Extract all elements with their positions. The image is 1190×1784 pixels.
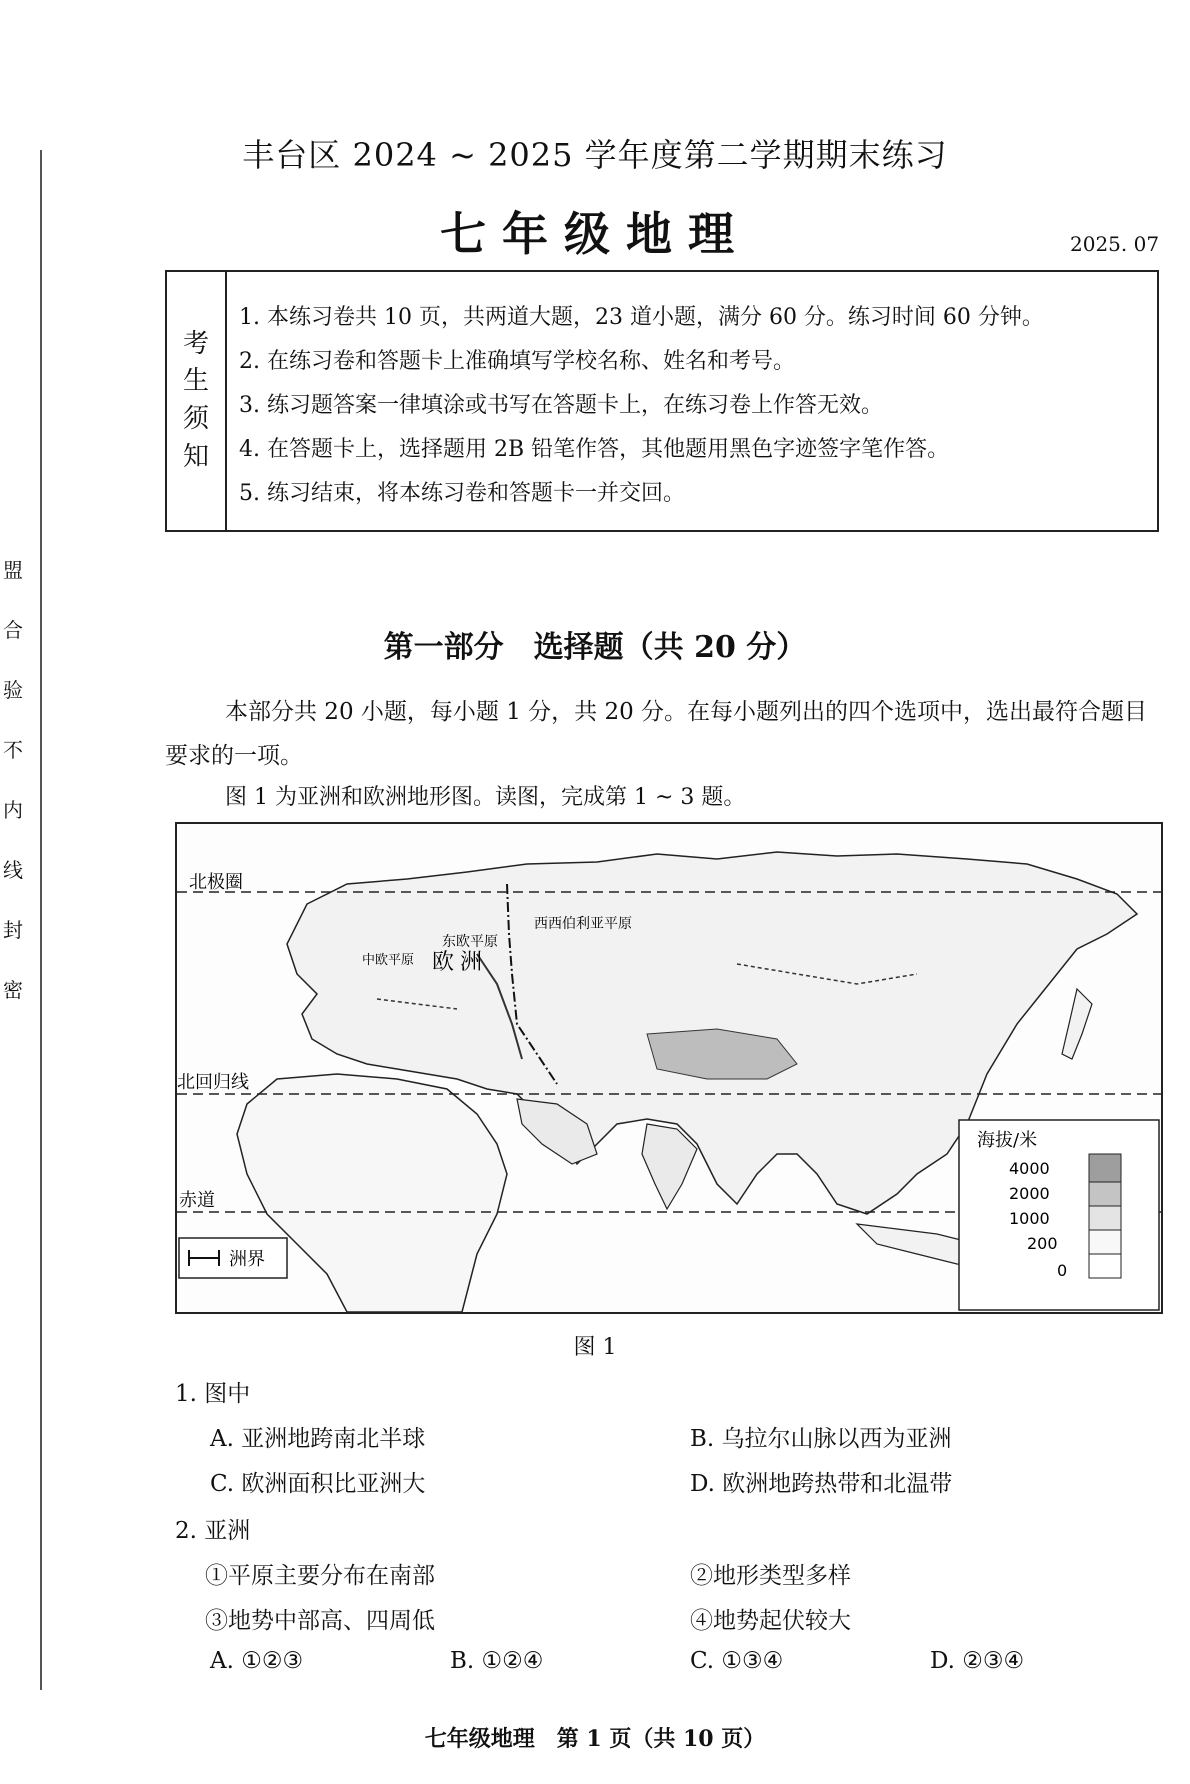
question-1-stem: 1. 图中 [175,1381,251,1407]
binding-char: 盟 [3,558,23,582]
q2-statement-2: ②地形类型多样 [690,1563,851,1589]
japan-islands [1062,989,1092,1059]
legend-swatch-1000 [1089,1206,1121,1230]
q1-option-a[interactable]: A. 亚洲地跨南北半球 [210,1426,426,1452]
europe-label: 欧洲 [432,950,489,975]
legend-value: 200 [1027,1234,1058,1253]
page-footer: 七年级地理 第 1 页（共 10 页） [424,1726,766,1752]
central-europe-plain-label: 中欧平原 [362,953,415,968]
map-intro: 图 1 为亚洲和欧洲地形图。读图，完成第 1 ~ 3 题。 [225,785,746,810]
q2-statement-4: ④地势起伏较大 [690,1608,851,1634]
q2-option-d[interactable]: D. ②③④ [930,1648,1025,1674]
q2-option-c[interactable]: C. ①③④ [690,1648,784,1674]
binding-char: 内 [3,798,23,822]
q2-option-b[interactable]: B. ①②④ [450,1648,544,1674]
notice-label-char: 须 [182,404,209,434]
binding-char: 验 [3,678,23,702]
exam-date: 2025. 07 [1070,232,1160,256]
legend-value: 4000 [1009,1159,1050,1178]
q1-option-d[interactable]: D. 欧洲地跨热带和北温带 [690,1471,953,1497]
legend-value: 2000 [1009,1184,1050,1203]
legend-value: 0 [1057,1261,1068,1280]
notice-item: 4. 在答题卡上，选择题用 2B 铅笔作答，其他题用黑色字迹签字笔作答。 [239,437,950,462]
exam-title: 丰台区 2024 ~ 2025 学年度第二学期期末练习 [242,136,948,174]
binding-char: 不 [3,738,23,762]
terrain-map [175,822,1163,1314]
legend-value: 1000 [1009,1209,1050,1228]
legend-title: 海拔/米 [977,1130,1038,1151]
binding-char: 线 [3,858,23,882]
notice-item: 1. 本练习卷共 10 页，共两道大题，23 道小题，满分 60 分。练习时间 60 分钟。 [239,305,1044,330]
legend-swatch-0 [1089,1254,1121,1278]
notice-label-char: 生 [182,366,209,397]
notice-label [167,272,227,530]
binding-char: 密 [3,978,23,1002]
notice-item: 5. 练习结束，将本练习卷和答题卡一并交回。 [239,481,685,506]
section-intro: 本部分共 20 小题，每小题 1 分，共 20 分。在每小题列出的四个选项中，选出最符合题目要求的一项。 [165,699,1148,769]
terrain-map-svg [177,824,1161,1312]
binding-char: 封 [3,918,23,942]
boundary-legend-label: 洲界 [229,1249,265,1270]
legend-swatch-200 [1089,1230,1121,1254]
binding-line [40,150,42,1690]
notice-label-char: 考 [182,328,209,359]
notice-list [239,296,1044,516]
section-title: 第一部分 选择题（共 20 分） [383,630,807,665]
arctic-circle-label: 北极圈 [189,872,243,893]
q2-statement-1: ①平原主要分布在南部 [205,1563,435,1589]
figure-caption: 图 1 [573,1335,617,1360]
q1-option-b[interactable]: B. 乌拉尔山脉以西为亚洲 [690,1426,952,1452]
q2-statement-3: ③地势中部高、四周低 [205,1608,435,1634]
question-2-stem: 2. 亚洲 [175,1518,251,1544]
legend-swatch-2000 [1089,1182,1121,1206]
notice-item: 3. 练习题答案一律填涂或书写在答题卡上，在练习卷上作答无效。 [239,393,883,418]
q1-option-c[interactable]: C. 欧洲面积比亚洲大 [210,1471,426,1497]
equator-label: 赤道 [179,1190,215,1211]
candidate-notice-box [165,270,1159,532]
west-siberian-plain-label: 西西伯利亚平原 [534,916,632,932]
legend-swatch-4000 [1089,1154,1121,1182]
east-european-plain-label: 东欧平原 [442,934,498,950]
elevation-legend [959,1120,1159,1310]
binding-char: 合 [3,618,23,642]
q2-option-a[interactable]: A. ①②③ [210,1648,304,1674]
boundary-legend [179,1238,287,1278]
exam-subject: 七年级地理 [440,207,750,261]
notice-label-char: 知 [182,441,209,472]
notice-item: 2. 在练习卷和答题卡上准确填写学校名称、姓名和考号。 [239,349,795,374]
tropic-of-cancer-label: 北回归线 [177,1072,249,1093]
